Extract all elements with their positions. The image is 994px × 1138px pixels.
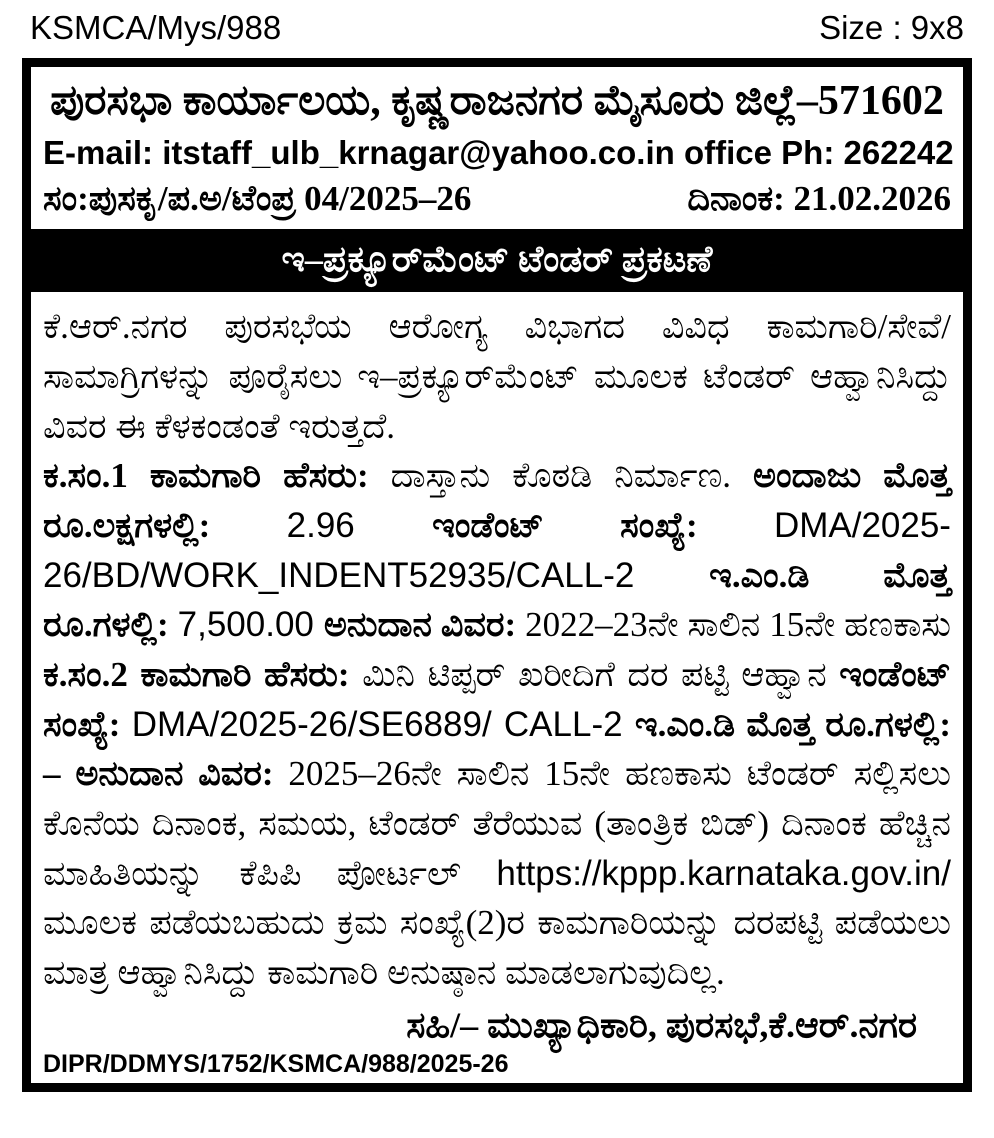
text-segment: https://kppp.karnataka.gov.in/ bbox=[496, 853, 951, 893]
intro-paragraph: ಕೆ.ಆರ್.ನಗರ ಪುರಸಭೆಯ ಆರೋಗ್ಯ ವಿಭಾಗದ ವಿವಿಧ ಕಾಮಗಾರಿ/ಸೇವೆ/ಸಾಮಾಗ್ರಿಗಳನ್ನು ಪೂರೈಸಲು ಇ–ಪ್ರಕ್ಯೂರ್‌ಮೆಂಟ್ ಮೂಲಕ ಟೆಂಡರ್ ಆಹ್ವಾನಿಸಿದ್ದು ವಿವರ ಈ ಕೆಳಕಂಡಂತೆ ಇರುತ್ತದೆ. bbox=[43, 307, 951, 446]
dipr-release-code: DIPR/DDMYS/1752/KSMCA/988/2025-26 bbox=[43, 1050, 509, 1078]
text-segment: 2022–23ನೇ ಸಾಲಿನ 15ನೇ ಹಣಕಾಸು bbox=[525, 605, 952, 645]
reference-number: ಸಂ:ಪುಸಕೃ/ಪ.ಅ/ಟೆಂಪ್ರ 04/2025–26 bbox=[43, 179, 472, 219]
notice-body bbox=[43, 302, 951, 998]
text-segment: 2025–26ನೇ ಸಾಲಿನ 15ನೇ ಹಣಕಾಸು bbox=[288, 754, 747, 794]
office-title: ಪುರಸಭಾ ಕಾರ್ಯಾಲಯ, ಕೃಷ್ಣರಾಜನಗರ ಮೈಸೂರು ಜಿಲ್ಲೆ–571602 bbox=[50, 78, 944, 125]
email-phone-line: E-mail: itstaff_ulb_krnagar@yahoo.co.in office Ph: 262242 bbox=[43, 133, 954, 171]
text-segment: ಇಂಡೆಂಟ್ ಸಂಖ್ಯೆ: bbox=[432, 505, 774, 545]
document-ref-code: KSMCA/Mys/988 bbox=[30, 9, 282, 46]
text-segment: ಅನುದಾನ ವಿವರ: bbox=[323, 605, 526, 645]
text-segment: ಇ.ಎಂ.ಡಿ ಮೊತ್ತ ರೂ.ಗಳಲ್ಲಿ: bbox=[43, 555, 951, 645]
notice-title-bar: ಇ–ಪ್ರಕ್ಯೂರ್‌ಮೆಂಟ್ ಟೆಂಡರ್ ಪ್ರಕಟಣೆ bbox=[31, 229, 963, 292]
notice-date: ದಿನಾಂಕ: 21.02.2026 bbox=[687, 179, 951, 219]
text-segment: ಟೆಂಡರ್ ಸಲ್ಲಿಸಲು ಕೊನೆಯ ದಿನಾಂಕ, ಸಮಯ, ಟೆಂಡರ್ ತೆರೆಯುವ (ತಾಂತ್ರಿಕ ಬಿಡ್) ದಿನಾಂಕ ಹೆಚ್ಚಿನ ಮಾಹಿತಿಯನ್ನು ಕೆಪಿಪಿ ಪೋರ್ಟಲ್ bbox=[43, 754, 952, 893]
tender-details-paragraph bbox=[43, 451, 951, 998]
text-segment: ಅಂದಾಜು ಮೊತ್ತ ರೂ.ಲಕ್ಷಗಳಲ್ಲಿ: bbox=[43, 456, 951, 545]
text-segment: ಮಿನಿ ಟಿಪ್ಪರ್ ಖರೀದಿಗೆ ದರ ಪಟ್ಟಿ ಆಹ್ವಾನ bbox=[362, 655, 840, 694]
text-segment: DMA/2025-26/SE6889/ CALL-2 bbox=[131, 704, 635, 744]
text-segment: DMA/2025-26/BD/WORK_INDENT52935/CALL-2 bbox=[43, 505, 951, 595]
text-segment: ಮೂಲಕ ಪಡೆಯಬಹುದು ಕ್ರಮ ಸಂಖ್ಯೆ(2)ರ ಕಾಮಗಾರಿಯನ್ನು ದರಪಟ್ಟಿ ಪಡೆಯಲು ಮಾತ್ರ ಆಹ್ವಾನಿಸಿದ್ದು ಕಾಮಗಾರಿ ಅನುಷ್ಠಾನ ಮಾಡಲಾಗುವುದಿಲ್ಲ. bbox=[43, 903, 951, 993]
signature-line: ಸಹಿ/– ಮುಖ್ಯಾಧಿಕಾರಿ, ಪುರಸಭೆ,ಕೆ.ಆರ್.ನಗರ bbox=[406, 1004, 917, 1045]
page-header bbox=[0, 0, 994, 50]
text-segment: ಕ.ಸಂ.1 ಕಾಮಗಾರಿ ಹೆಸರು: bbox=[43, 456, 391, 496]
text-segment: ಇಂಡೆಂಟ್ ಸಂಖ್ಯೆ: bbox=[43, 655, 951, 744]
text-segment: ಕ.ಸಂ.2 ಕಾಮಗಾರಿ ಹೆಸರು: bbox=[43, 655, 363, 694]
ref-date-row bbox=[43, 177, 951, 221]
text-segment: ಇ.ಎಂ.ಡಿ ಮೊತ್ತ ರೂ.ಗಳಲ್ಲಿ: – bbox=[43, 704, 951, 794]
text-segment: 7,500.00 bbox=[177, 605, 324, 645]
ad-size-label: Size : 9x8 bbox=[819, 9, 964, 46]
tender-notice-box bbox=[22, 58, 972, 1091]
text-segment: ಅನುದಾನ ವಿವರ: bbox=[75, 754, 289, 794]
text-segment: ದಾಸ್ತಾನು ಕೊಠಡಿ ನಿರ್ಮಾಣ. bbox=[390, 456, 754, 496]
text-segment: 2.96 bbox=[286, 505, 433, 545]
